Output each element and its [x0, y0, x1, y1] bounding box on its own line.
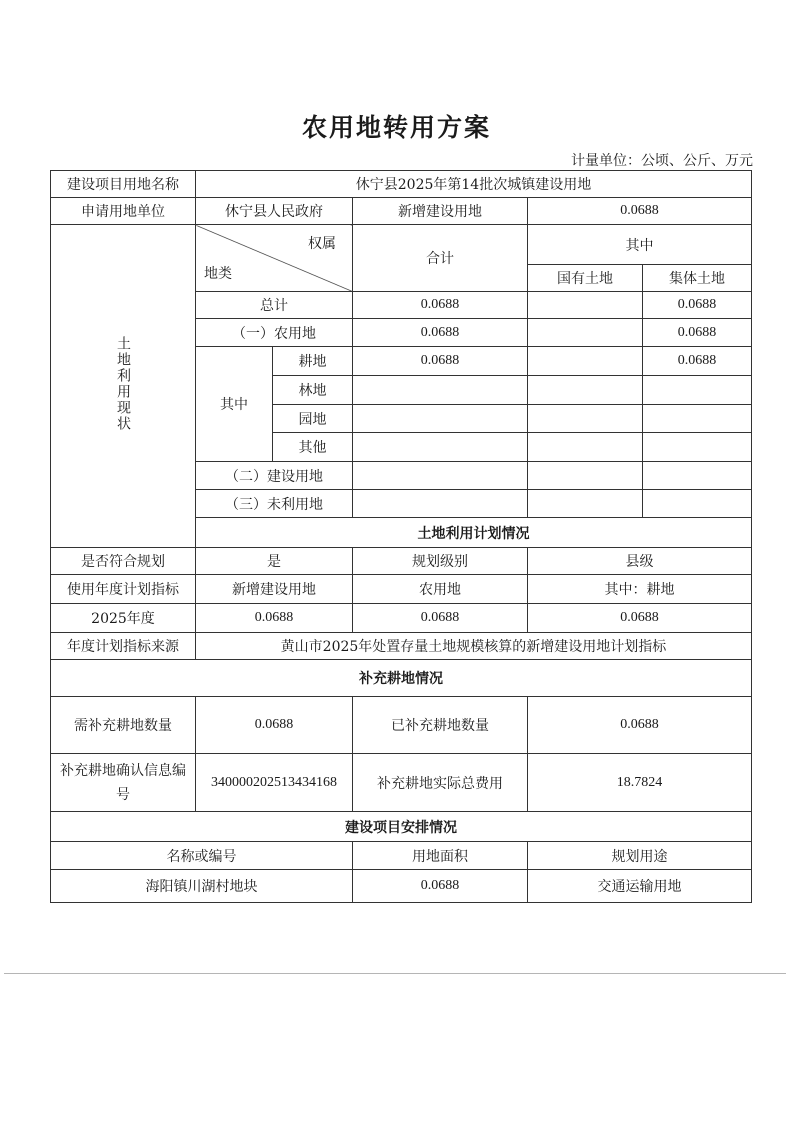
arrangement-row-area: 0.0688	[353, 870, 528, 903]
construction-row-label: （二）建设用地	[196, 462, 353, 490]
total-row-collective: 0.0688	[643, 292, 752, 319]
agri-row-collective: 0.0688	[643, 319, 752, 347]
diag-ownership-label: 权属	[308, 236, 336, 252]
unused-row-state	[528, 490, 643, 518]
sub-row-label: 林地	[273, 376, 353, 405]
scan-divider-line	[4, 973, 786, 974]
conform-value: 是	[196, 548, 353, 575]
conform-row	[51, 548, 752, 575]
level-label: 规划级别	[353, 548, 528, 575]
project-name-label: 建设项目用地名称	[51, 171, 196, 198]
col-collective-header: 集体土地	[643, 265, 752, 292]
annual-header-row	[51, 575, 752, 604]
arrangement-section-row	[51, 812, 752, 842]
col-total-header: 合计	[353, 225, 528, 292]
arrangement-data-row	[51, 870, 752, 903]
col-state-header: 国有土地	[528, 265, 643, 292]
total-row-total: 0.0688	[353, 292, 528, 319]
sub-row-total	[353, 405, 528, 433]
page-title: 农用地转用方案	[301, 113, 491, 142]
sub-row-state	[528, 405, 643, 433]
done-label: 已补充耕地数量	[353, 697, 528, 754]
sub-row-label: 耕地	[273, 347, 353, 376]
new-land-label: 新增建设用地	[353, 198, 528, 225]
construction-row-total	[353, 462, 528, 490]
agri-row-total: 0.0688	[353, 319, 528, 347]
sub-row-collective	[643, 376, 752, 405]
source-label: 年度计划指标来源	[51, 633, 196, 660]
cost-value: 18.7824	[528, 754, 752, 812]
year-row	[51, 604, 752, 633]
sub-row-state	[528, 376, 643, 405]
annual-col3: 其中：耕地	[528, 575, 752, 604]
year-label: 2025年度	[51, 604, 196, 633]
confirm-label: 补充耕地确认信息编号	[51, 754, 196, 812]
conversion-plan-table	[50, 170, 752, 903]
measurement-unit: 计量单位：公顷、公斤、万元	[571, 153, 753, 169]
diagonal-header-cell	[196, 225, 353, 292]
annual-col2: 农用地	[353, 575, 528, 604]
land-use-status-label	[51, 225, 196, 548]
sub-row-label: 园地	[273, 405, 353, 433]
sub-row-total	[353, 433, 528, 462]
new-land-value: 0.0688	[528, 198, 752, 225]
diag-landtype-label: 地类	[204, 266, 232, 282]
sub-row-collective	[643, 433, 752, 462]
arrangement-col-area: 用地面积	[353, 842, 528, 870]
applicant-value: 休宁县人民政府	[196, 198, 353, 225]
done-value: 0.0688	[528, 697, 752, 754]
agri-row-state	[528, 319, 643, 347]
col-of-which-header: 其中	[528, 225, 752, 265]
arrangement-row-use: 交通运输用地	[528, 870, 752, 903]
year-value-2: 0.0688	[353, 604, 528, 633]
annual-col1: 新增建设用地	[196, 575, 353, 604]
sub-row-total: 0.0688	[353, 347, 528, 376]
need-row	[51, 697, 752, 754]
year-value-1: 0.0688	[196, 604, 353, 633]
need-value: 0.0688	[196, 697, 353, 754]
arrangement-section-title: 建设项目安排情况	[51, 812, 752, 842]
status-header-row	[51, 225, 752, 265]
sub-row-state	[528, 347, 643, 376]
arrangement-col-name: 名称或编号	[51, 842, 353, 870]
total-row-state	[528, 292, 643, 319]
plan-section-title: 土地利用计划情况	[196, 518, 752, 548]
construction-row-state	[528, 462, 643, 490]
confirm-row	[51, 754, 752, 812]
construction-row-collective	[643, 462, 752, 490]
land-use-status-text: 土地利用现状	[115, 336, 131, 432]
applicant-label: 申请用地单位	[51, 198, 196, 225]
sub-row-state	[528, 433, 643, 462]
year-value-3: 0.0688	[528, 604, 752, 633]
sub-rows-label: 其中	[196, 347, 273, 462]
sub-row-total	[353, 376, 528, 405]
arrangement-row-name: 海阳镇川湖村地块	[51, 870, 353, 903]
level-value: 县级	[528, 548, 752, 575]
project-name-row	[51, 171, 752, 198]
applicant-row	[51, 198, 752, 225]
conform-label: 是否符合规划	[51, 548, 196, 575]
source-value: 黄山市2025年处置存量土地规模核算的新增建设用地计划指标	[196, 633, 752, 660]
annual-label: 使用年度计划指标	[51, 575, 196, 604]
supplement-section-title: 补充耕地情况	[51, 660, 752, 697]
unused-row-label: （三）未利用地	[196, 490, 353, 518]
confirm-value: 340000202513434168	[196, 754, 353, 812]
sub-row-collective: 0.0688	[643, 347, 752, 376]
total-row-label: 总计	[196, 292, 353, 319]
need-label: 需补充耕地数量	[51, 697, 196, 754]
unused-row-total	[353, 490, 528, 518]
supplement-section-row	[51, 660, 752, 697]
project-name-value: 休宁县2025年第14批次城镇建设用地	[196, 171, 752, 198]
arrangement-col-use: 规划用途	[528, 842, 752, 870]
arrangement-header-row	[51, 842, 752, 870]
agri-row-label: （一）农用地	[196, 319, 353, 347]
cost-label: 补充耕地实际总费用	[353, 754, 528, 812]
sub-row-label: 其他	[273, 433, 353, 462]
unused-row-collective	[643, 490, 752, 518]
source-row	[51, 633, 752, 660]
sub-row-collective	[643, 405, 752, 433]
